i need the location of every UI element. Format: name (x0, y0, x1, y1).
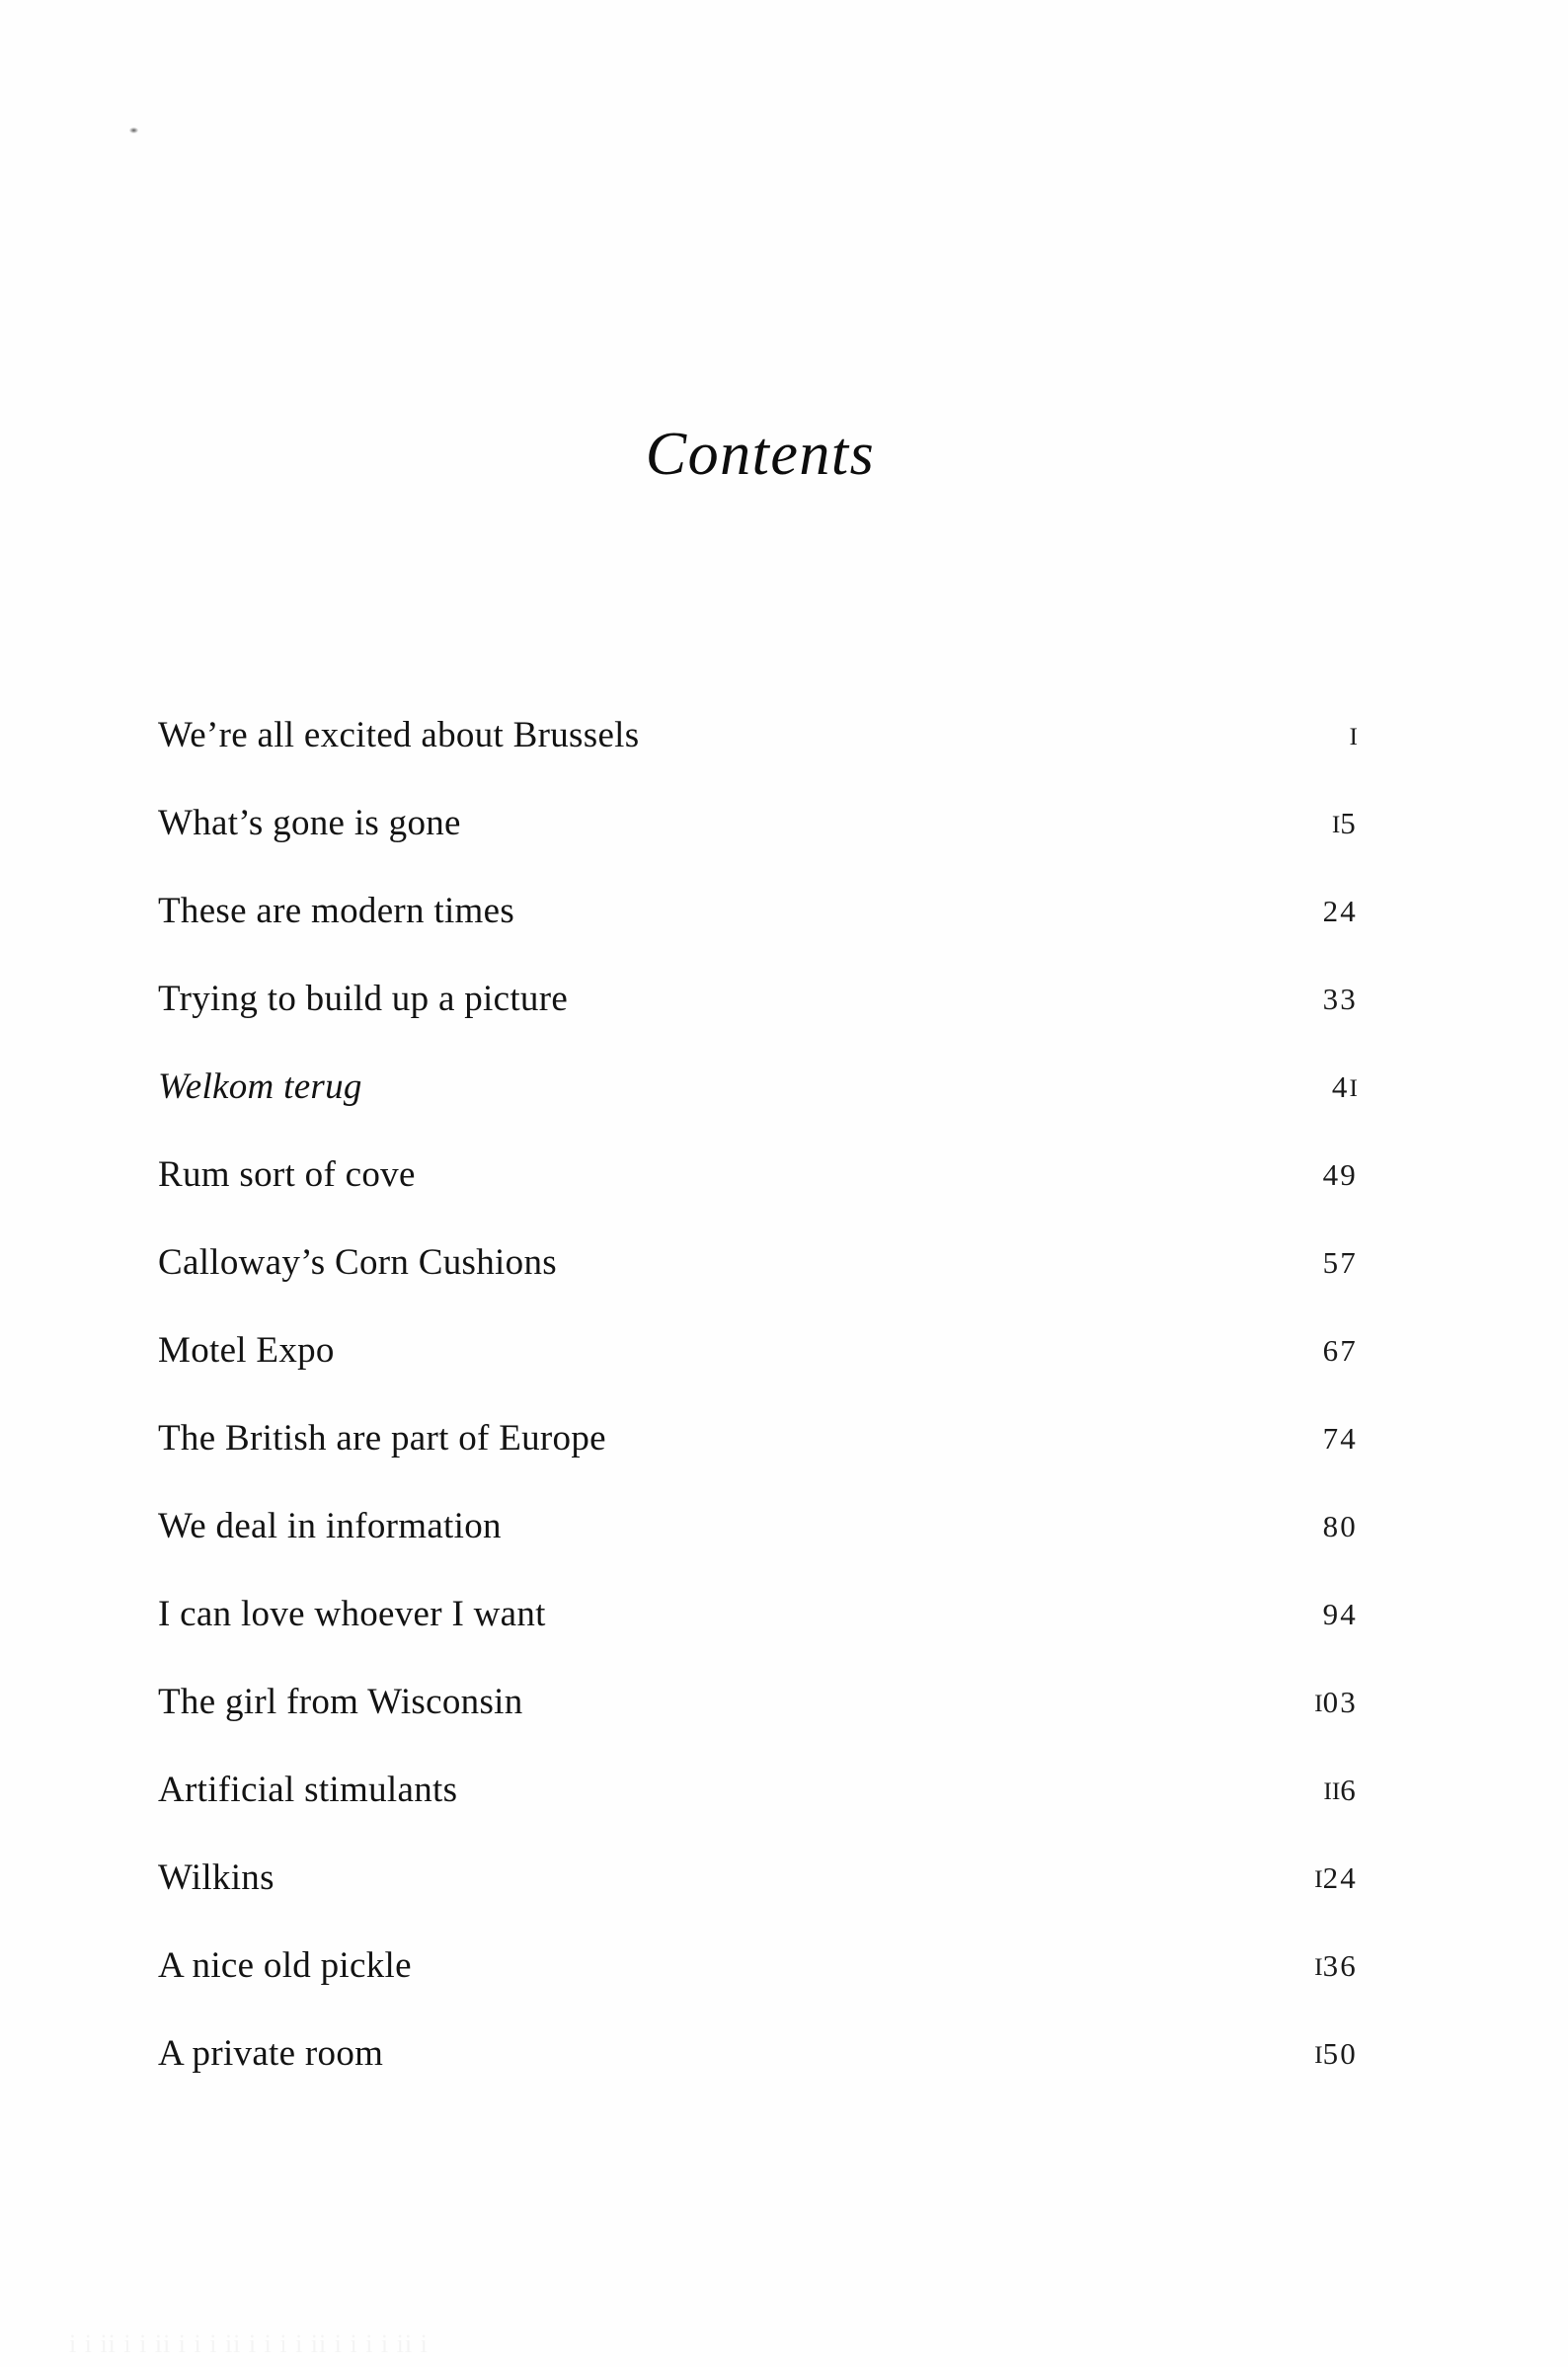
toc-entry[interactable] (158, 867, 1358, 955)
toc-entry-page-number: 80 (1322, 1509, 1358, 1543)
toc-entry[interactable] (158, 1658, 1358, 1746)
toc-entry-page-number: I36 (1314, 1948, 1358, 1983)
toc-entry-page-number: I50 (1314, 2036, 1358, 2071)
toc-entry-page-number: 74 (1322, 1421, 1358, 1456)
toc-entry-page-number: 4I (1331, 1069, 1358, 1104)
toc-entry-title: What’s gone is gone (158, 803, 461, 843)
toc-entry[interactable] (158, 1746, 1358, 1834)
toc-entry-page-number: 67 (1322, 1333, 1358, 1368)
toc-entry-page-number: I03 (1314, 1685, 1358, 1719)
table-of-contents-list (158, 691, 1358, 2097)
toc-entry-title: Calloway’s Corn Cushions (158, 1242, 557, 1283)
toc-entry[interactable] (158, 779, 1358, 867)
toc-entry-title: Motel Expo (158, 1330, 335, 1371)
toc-entry-page-number: II6 (1323, 1773, 1358, 1807)
page-title-text: Contents (645, 421, 876, 488)
toc-entry[interactable] (158, 2010, 1358, 2097)
toc-entry-title: Wilkins (158, 1857, 274, 1898)
toc-entry[interactable] (158, 1131, 1358, 1219)
toc-entry-page-number: 33 (1322, 982, 1358, 1016)
page-bleed-through-artifact (69, 2329, 1501, 2355)
toc-entry[interactable] (158, 1834, 1358, 1922)
toc-entry-title: We’re all excited about Brussels (158, 715, 640, 755)
scan-speck-artifact (129, 127, 138, 133)
toc-entry-page-number: 94 (1322, 1597, 1358, 1631)
toc-entry[interactable] (158, 955, 1358, 1043)
toc-entry-page-number: 24 (1322, 894, 1358, 928)
toc-entry[interactable] (158, 1306, 1358, 1394)
toc-entry[interactable] (158, 1570, 1358, 1658)
toc-entry-title: Welkom terug (158, 1066, 362, 1107)
toc-entry[interactable] (158, 1043, 1358, 1131)
toc-entry-title: A private room (158, 2033, 384, 2074)
toc-entry-title: The girl from Wisconsin (158, 1682, 523, 1722)
toc-entry-title: We deal in information (158, 1506, 502, 1546)
toc-entry-title: These are modern times (158, 891, 515, 931)
toc-entry[interactable] (158, 1482, 1358, 1570)
toc-entry-title: Artificial stimulants (158, 1770, 458, 1810)
toc-entry-title: Trying to build up a picture (158, 979, 569, 1019)
toc-entry[interactable] (158, 1394, 1358, 1482)
toc-entry-title: A nice old pickle (158, 1945, 412, 1986)
toc-entry-page-number: 49 (1322, 1157, 1358, 1192)
toc-entry-title: The British are part of Europe (158, 1418, 606, 1459)
toc-entry-page-number: I24 (1314, 1860, 1358, 1895)
toc-entry-title: I can love whoever I want (158, 1594, 546, 1634)
toc-entry[interactable] (158, 1922, 1358, 2010)
toc-entry[interactable] (158, 691, 1358, 779)
toc-entry-page-number: I (1349, 722, 1358, 750)
toc-entry[interactable] (158, 1219, 1358, 1306)
toc-entry-page-number: I5 (1331, 806, 1358, 840)
page-title (0, 420, 1568, 490)
toc-entry-title: Rum sort of cove (158, 1154, 416, 1195)
toc-entry-page-number: 57 (1322, 1245, 1358, 1280)
